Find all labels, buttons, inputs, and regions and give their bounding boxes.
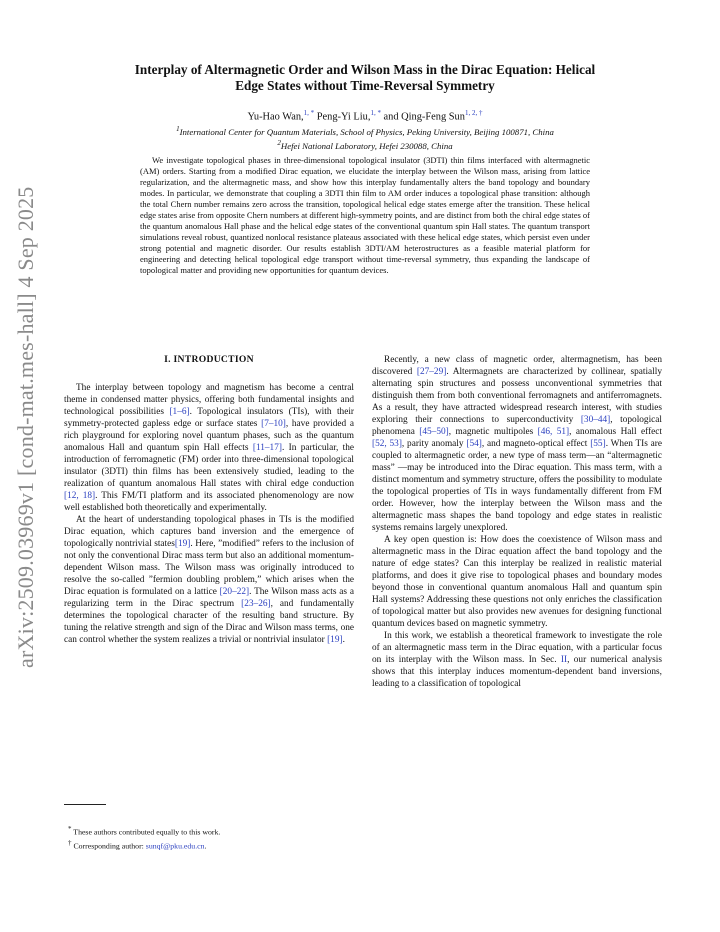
author-list (80, 107, 650, 123)
paragraph: A key open question is: How does the coexistence of Wilson mass and altermagnetic mass in the Dirac equation affect the band topology and the nature of edge states? Can this interplay be realized in realistic material platforms, and does it give rise to topological phases and boundary modes beyond those in conventional quantum anomalous Hall and quantum spin Hall systems? Addressing these questions not only enriches the classification of topological matter but also provides new avenues for designing functional quantum devices based on magnetic symmetry. (372, 535, 662, 629)
affiliation-1: $^1$International Center for Quantum Materials, School of Physics, Peking University, Beijing 100871, China (176, 125, 554, 137)
affiliation-2: $^2$Hefei National Laboratory, Hefei 230088, China (277, 139, 453, 152)
affiliations (80, 124, 650, 153)
citation-link[interactable]: [7–10] (261, 419, 286, 429)
author-2: Peng-Yi Liu, (314, 111, 371, 123)
citation-link[interactable]: [55] (590, 439, 606, 449)
abstract: We investigate topological phases in three-dimensional topological insulator (3DTI) thin films interfaced with altermagnetic (AM) orders. Starting from a modified Dirac equation, we elucidate the interplay between the Wilson mass, arising from lattice regularization, and the altermagnetic mass, and show how this interplay fundamentally alters the band topology and boundary modes. In particular, we demonstrate that coupling a 3DTI thin film to AM order induces a topological phase transition: although the total Chern number remains zero across the transition, topological helical edge states emerge after the transition. These helical edge states arise from opposite Chern numbers at different high-symmetry points, and are distinct from both the chiral edge states of the quantum anomalous Hall phase and the helical edge states of the conventional quantum spin Hall states. The quantum transport simulations reveal robust, quantized nonlocal resistance plateaus associated with these helical edge states, which persist even under strong potential and magnetic disorder. Our results establish 3DTI/AM heterostructures as a feasible material platform for engineering and detecting helical topological edge transport without time-reversal symmetry, thus expanding the landscape of topological matter and providing new opportunities for quantum devices. (140, 155, 590, 276)
left-column (64, 382, 354, 646)
citation-link[interactable]: [12, 18] (64, 491, 96, 501)
author-1: Yu-Hao Wan, (247, 111, 304, 123)
paragraph: In this work, we establish a theoretical framework to investigate the role of an altermagnetic mass term in the Dirac equation, with a particular focus on its interplay with the Wilson mass. In Sec. II, our numerical analysis shows that this interplay induces momentum-dependent band inversions, leading to a classification of topological (372, 631, 663, 689)
citation-link[interactable]: [52, 53] (372, 439, 402, 449)
paper-title (80, 62, 650, 93)
citation-link[interactable]: [20–22] (219, 587, 250, 597)
section-reference-link[interactable]: II (560, 655, 568, 665)
author-3-affiliation-mark[interactable]: 1, 2, † (464, 109, 483, 117)
footnote-corresponding-author: † Corresponding author: sunqf@pku.edu.cn. (68, 839, 207, 851)
citation-link[interactable]: [19] (327, 635, 343, 645)
citation-link[interactable]: [27–29] (416, 367, 447, 377)
email-link[interactable]: sunqf@pku.edu.cn (145, 841, 205, 851)
citation-link[interactable]: [30–44] (580, 415, 611, 425)
author-1-affiliation-mark[interactable]: 1, * (303, 109, 315, 117)
citation-link[interactable]: [54] (466, 439, 482, 449)
citation-link[interactable]: [1–6] (169, 407, 190, 417)
paragraph: At the heart of understanding topological phases in TIs is the modified Dirac equation, which captures band inversion and the emergence of topologically nontrivial states[19]. Here, ”modified” refers to the inclusion of not only the conventional Dirac mass term but also an additional momentum-dependent Wilson mass. The Wilson mass was originally introduced to resolve the so-called ”fermion doubling problem,” which arises when the Dirac equation is formulated on a lattice [20–22]. The Wilson mass acts as a regularizing term in the Dirac spectrum [23–26], and fundamentally determines the topological character of the resulting band structure. By tuning the relative strength and sign of the Dirac and Wilson mass terms, one can control whether the system realizes a trivial or nontrivial insulator [19]. (64, 515, 354, 645)
author-3: and Qing-Feng Sun (380, 111, 465, 123)
citation-link[interactable]: [46, 51] (537, 427, 570, 437)
footnotes (64, 824, 354, 852)
citation-link[interactable]: [11–17] (252, 443, 282, 453)
author-2-affiliation-mark[interactable]: 1, * (370, 109, 381, 117)
citation-link[interactable]: [45–50] (419, 427, 449, 437)
section-heading-introduction: I. INTRODUCTION (164, 354, 254, 365)
paragraph: The interplay between topology and magnetism has become a central theme in condensed matter physics, offering both fundamental insights and technological possibilities [1–6]. Topological insulators (TIs), with their symmetry-protected gapless edge or surface states [7–10], have provided a rich playground for exploring novel quantum phases, such as the quantum anomalous Hall and quantum spin Hall effects [11–17]. In particular, the introduction of ferromagnetic (FM) order into three-dimensional topological insulator (3DTI) thin films has been extensively studied, leading to the realization of quantum anomalous Hall states with chiral edge conduction [12, 18]. This FM/TI platform and its associated phenomenology are now well established both theoretically and experimentally. (64, 383, 354, 513)
footnote-rule (64, 804, 106, 805)
right-column (372, 354, 662, 690)
arxiv-identifier: arXiv:2509.03969v1 [cond-mat.mes-hall] 4 Sep 2025 (13, 186, 38, 668)
footnote-equal-contribution: * These authors contributed equally to this work. (68, 825, 221, 837)
title-line-1: Interplay of Altermagnetic Order and Wilson Mass in the Dirac Equation: Helical (134, 62, 596, 77)
citation-link[interactable]: [23–26] (241, 599, 271, 609)
citation-link[interactable]: [19] (174, 539, 191, 549)
title-line-2: Edge States without Time-Reversal Symmetry (235, 77, 495, 93)
paragraph: Recently, a new class of magnetic order, altermagnetism, has been discovered [27–29]. Altermagnets are characterized by collinear, spatially alternating spin structures and possess unconventional symmetries that distinguish them from both conventional ferromagnets and antiferromagnets. As a result, they have attracted widespread research interest, with studies exploring their connections to superconductivity [30–44], topological phenomena [45–50], magnetic multipoles [46, 51], anomalous Hall effect [52, 53], parity anomaly [54], and magneto-optical effect [55]. When TIs are coupled to altermagnetic order, a new type of mass term—an “altermagnetic mass” —may be introduced into the Dirac equation. This mass term, with a distinct momentum and symmetry structure, offers the possibility to modulate the topological properties of TIs in ways fundamentally different from FM order. However, how the interplay between the Wilson mass and the altermagnetic mass shapes the band topology and edge states in realistic systems remains largely unexplored. (372, 355, 663, 533)
